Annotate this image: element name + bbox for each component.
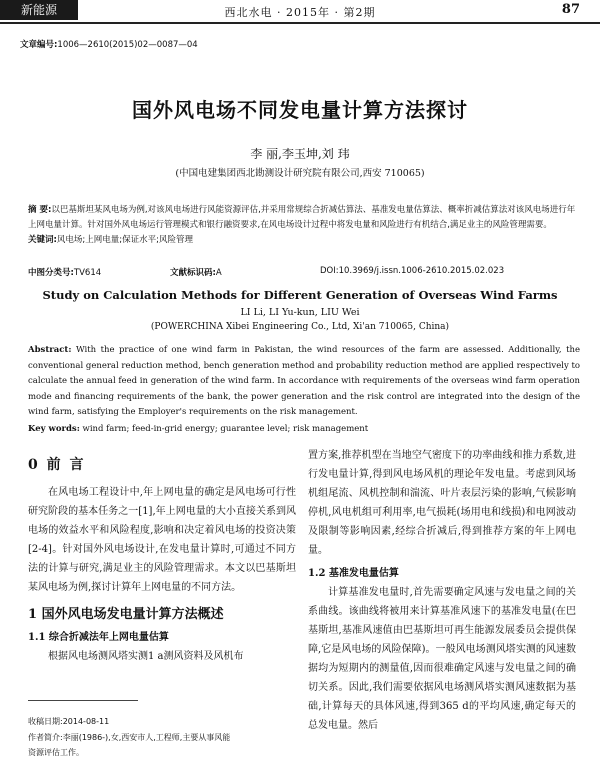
clc-value: TV614 (73, 268, 102, 278)
abstract-cn-text: 以巴基斯坦某风电场为例,对该风电场进行风能资源评估,并采用常规综合折减估算法、基准发电量估算法、概率折减估算法对该风电场进行年上网电量计算。针对国外风电场运行管理模式和银行融资要求,在风电场设计过程中将发电量和风险进行有机结合,满足业主的风险管理需要。 (28, 205, 576, 230)
authors-en: LI Li, LI Yu-kun, LIU Wei (240, 307, 360, 318)
doi-value: 10.3969/j.issn.1006-2610.2015.02.023 (338, 266, 505, 276)
keywords-en-label: Key words: (28, 424, 80, 434)
abstract-en-text: With the practice of one wind farm in Pakistan, the wind resources of the farm are assessed. Additionally, the conventional general reduction method, bench generation method and probability reduction method are applied respectively to calculate the annual feed in generation of the wind farm. In accordance with requirements of the overseas wind farm operation mode and financing requirements of the bank, the power generation and the risk control are integrated into the design of the wind farm, satisfying the Employer's requirements on the risk management. (28, 345, 581, 417)
page-number: 87 (561, 2, 580, 17)
section-0-paragraph: 在风电场工程设计中,年上网电量的确定是风电场可行性研究阶段的基本任务之一[1],年上网电量的大小直接关系到风电场的效益水平和风险程度,影响和决定着风电场的投资决策[2-4]。针对国外风电场设计,在发电量计算时,可通过不同方法的计算与研究,满足业主的风险管理需求。本文以巴基斯坦某风电场为例,探讨计算年上网电量的不同方法。 (28, 487, 296, 593)
abstract-en (28, 343, 580, 421)
paper-title-cn: 国外风电场不同发电量计算方法探讨 (132, 98, 468, 122)
clc-number (28, 266, 101, 278)
keywords-cn-text: 风电场;上网电量;保证水平;风险管理 (56, 235, 193, 245)
author-bio-continued: 资源评估工作。 (28, 748, 84, 757)
keywords-en (28, 424, 580, 434)
body-left-column (28, 446, 296, 666)
article-number-value: 1006—2610(2015)02—0087—04 (57, 40, 198, 50)
section-1-2-paragraph: 计算基准发电量时,首先需要确定风速与发电量之间的关系曲线。该曲线将被用来计算基准风速下的基准发电量(在巴基斯坦,基准风速值由巴基斯坦可再生能源发展委员会提供保障,它是风电场的风险保障)。一般风电场测风塔实测的风速数据均为短期内的测量值,因而很难确定风速与发电量之间的确切关系。因此,我们需要依据风电场测风塔实测风速数据为基础,计算每天的具体风速,得到365 d的平均风速,确定每天的总发电量。然后 (308, 587, 576, 731)
doi-label: DOI: (320, 266, 339, 276)
paper-title-en: Study on Calculation Methods for Different Generation of Overseas Wind Farms (42, 288, 558, 302)
body-right-column (308, 446, 576, 735)
abstract-cn (28, 203, 578, 248)
affiliation-cn: (中国电建集团西北勘测设计研究院有限公司,西安 710065) (175, 168, 425, 179)
section-1-1-heading: 1.1 综合折减法年上网电量估算 (28, 632, 169, 643)
doc-code-label: 文献标识码: (170, 268, 216, 278)
doi (320, 266, 504, 276)
article-number (20, 38, 198, 50)
running-title: 西北水电 · 2015年 · 第2期 (224, 6, 376, 19)
authors-cn: 李 丽,李玉坤,刘 玮 (250, 147, 350, 161)
running-header (0, 0, 600, 22)
abstract-en-label: Abstract: (28, 345, 72, 355)
section-1-1-paragraph: 根据风电场测风塔实测1 a测风资料及风机布 (48, 651, 244, 662)
abstract-cn-label: 摘 要: (28, 205, 52, 215)
article-number-label: 文章编号: (20, 40, 58, 50)
footnote-rule (28, 700, 138, 701)
received-date: 收稿日期:2014-08-11 (28, 717, 110, 726)
header-rule (0, 22, 600, 24)
section-0-heading: 0 前 言 (28, 457, 86, 473)
author-bio: 作者简介:李丽(1986-),女,西安市人,工程师,主要从事风能 (28, 733, 231, 742)
section-1-heading: 1 国外风电场发电量计算方法概述 (28, 607, 224, 622)
clc-label: 中图分类号: (28, 268, 74, 278)
keywords-cn-label: 关键词: (28, 235, 57, 245)
section-1-1-continued: 置方案,推荐机型在当地空气密度下的功率曲线和推力系数,进行发电量计算,得到风电场风机的理论年发电量。考虑到风场机组尾流、风机控制和湍流、叶片表层污染的影响,气候影响停机,风电机组可利用率,电气损耗(场用电和线损)和电网波动及限制等影响因素,经综合折减后,得到推荐方案的年上网电量。 (308, 450, 576, 556)
section-tag: 新能源 (0, 0, 78, 20)
doc-code (170, 266, 222, 278)
doc-code-value: A (215, 268, 222, 278)
section-1-2-heading: 1.2 基准发电量估算 (308, 568, 399, 579)
affiliation-en: (POWERCHINA Xibei Engineering Co., Ltd, Xi'an 710065, China) (150, 322, 450, 332)
keywords-en-text: wind farm; feed-in-grid energy; guarantee level; risk management (82, 424, 369, 434)
